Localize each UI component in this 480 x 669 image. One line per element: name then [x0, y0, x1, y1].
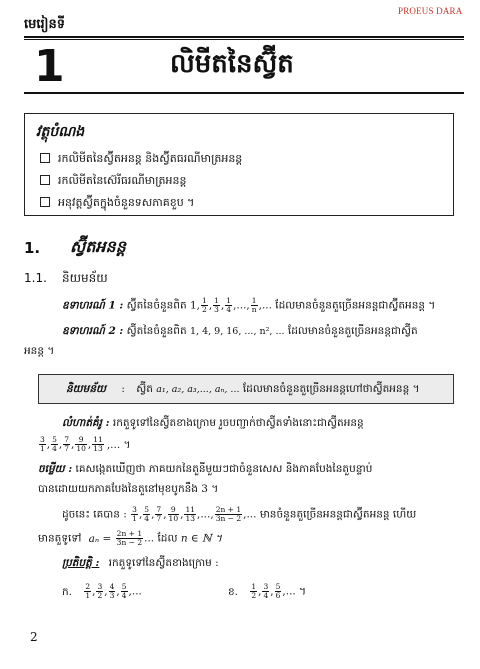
page-number: 2: [30, 630, 38, 644]
example-1: ឧទាហរណ៍ 1 : ស្វ៊ីតនៃចំនួនពិត 1, $\frac{1}{2}$ , $\frac{1}{3}$ , $\frac{1}{4}$ ,..., $\frac{1}{n}$ ,... ដែលមានចំនួនតួច្រើនអនន្តជាស្វ៊ីតអនន្ត ។: [62, 296, 436, 314]
header-rule: [24, 36, 464, 38]
objective-item: រកលិមីតនៃស្វ៊ីតអនន្ត និងស្វ៊ីតធរណីមាត្រអនន្ត: [40, 152, 242, 168]
example-2-wrap: អនន្ត ។: [24, 345, 55, 357]
subsection-number: 1.1.: [24, 271, 47, 285]
chapter-title: លិមីតនៃស្វ៊ីត: [170, 49, 294, 79]
brand-label: PROEUS DARA: [398, 6, 463, 16]
chapter-number: 1: [34, 41, 65, 92]
solution-line-1: ចម្លើយ : គេសង្កេតឃើញថា ភាគយកនៃតួនីមួយៗជាចំនួនសេស និងភាគបែងនៃតួបន្ទាប់: [38, 463, 373, 475]
checkbox-icon: [40, 197, 50, 207]
objective-item: រកលិមីតនៃស៊េរីធរណីមាត្រអនន្ត: [40, 174, 186, 190]
exercise-sequence: $\frac{3}{1}$ , $\frac{5}{4}$ , $\frac{7}{7}$ , $\frac{9}{10}$ , $\frac{11}{13}$ ,... ។: [40, 435, 131, 453]
checkbox-icon: [40, 153, 50, 163]
header-rule-thin: [24, 39, 464, 40]
practice-b: ខ. $\frac{1}{2}$ , $\frac{3}{4}$ , $\frac{5}{6}$ ,... ។: [228, 582, 307, 600]
practice: ប្រតិបត្តិ : រកតួទូទៅនៃស្វ៊ីតខាងក្រោម :: [62, 557, 219, 569]
section-number: 1.: [24, 239, 41, 257]
lesson-label: មេរៀនទី: [24, 17, 66, 32]
checkbox-icon: [40, 175, 50, 185]
objectives-heading: វត្ថុបំណង: [36, 124, 85, 140]
solution-line-3: ដូចនេះ គេបាន : $\frac{3}{1}$ , $\frac{5}{4}$ , $\frac{7}{7}$ , $\frac{9}{10}$ , $\frac{11}{13}$ ,..., $\frac{2n + 1}{3n - 2}$ ,... មានចំនួនតួច្រើនអនន្តជាស្វ៊ីតអនន្ត ហើយ: [62, 505, 417, 523]
solution-line-2: បានដោយយកភាគបែងនៃតួនៅមុខបូកនឹង 3 ។: [38, 483, 219, 495]
objective-item: អនុវត្តស្វ៊ីតក្នុងចំនួនទសភាគខួប ។: [40, 196, 194, 212]
definition-text: និយមន័យ : ស្វ៊ីត a₁, a₂, a₃,..., aₙ, ... ដែលមានចំនួនតួច្រើនអនន្តហៅថាស្វ៊ីតអនន្ត ។: [66, 383, 420, 395]
subsection-title: និយមន័យ: [62, 271, 108, 285]
practice-a: ក. $\frac{2}{1}$ , $\frac{3}{2}$ , $\frac{4}{3}$ , $\frac{5}{4}$ ,...: [62, 582, 142, 600]
section-title: ស្វ៊ីតអនន្ត: [70, 237, 126, 256]
example-2: ឧទាហរណ៍ 2 : ស្វ៊ីតនៃចំនួនពិត 1, 4, 9, 16, ..., n², ... ដែលមានចំនួនតួច្រើនអនន្តជាស្វ៊ីត: [62, 325, 418, 337]
solution-line-4: មានតួទូទៅ aₙ = $\frac{2n + 1}{3n - 2}$ ... ដែល n ∈ ℕ ។: [38, 529, 222, 547]
header-bottom-rule: [24, 92, 464, 94]
exercise: លំហាត់គំរូ : រកតួទូទៅនៃស្វ៊ីតខាងក្រោម រួចបញ្ជាក់ថាស្វ៊ីតទាំងនោះជាស្វ៊ីតអនន្ត: [62, 417, 364, 429]
